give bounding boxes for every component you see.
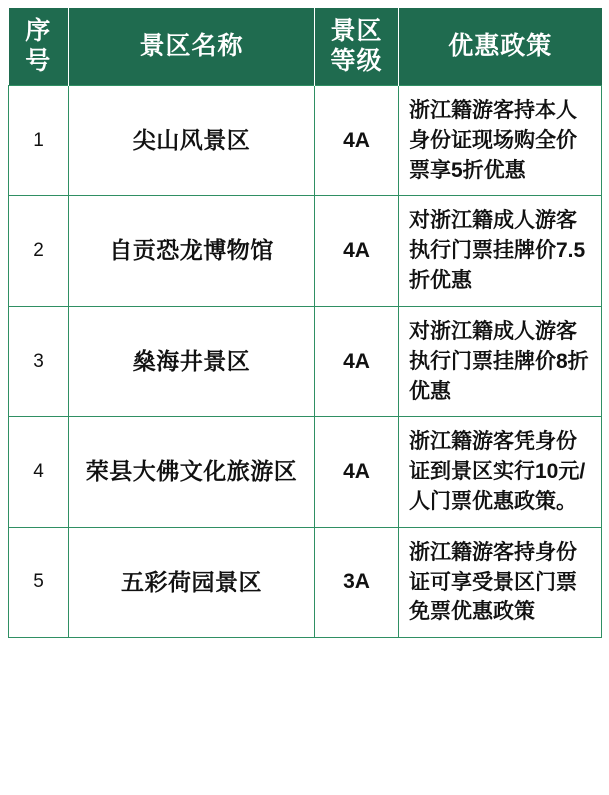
cell-scenic-level: 4A (315, 196, 399, 306)
table-header (9, 8, 602, 86)
cell-scenic-level: 3A (315, 527, 399, 637)
cell-discount-policy: 对浙江籍成人游客执行门票挂牌价8折优惠 (399, 306, 602, 416)
cell-scenic-level: 4A (315, 417, 399, 527)
cell-scenic-name: 燊海井景区 (69, 306, 315, 416)
table-row (9, 417, 602, 527)
column-header-name: 景区名称 (69, 8, 315, 86)
cell-index: 2 (9, 196, 69, 306)
cell-index: 3 (9, 306, 69, 416)
cell-discount-policy: 浙江籍游客持身份证可享受景区门票免票优惠政策 (399, 527, 602, 637)
scenic-discount-policy-table (8, 8, 602, 638)
cell-scenic-name: 自贡恐龙博物馆 (69, 196, 315, 306)
cell-index: 4 (9, 417, 69, 527)
table-header-row (9, 8, 602, 86)
cell-index: 5 (9, 527, 69, 637)
table-row (9, 306, 602, 416)
cell-index: 1 (9, 86, 69, 196)
cell-scenic-level: 4A (315, 86, 399, 196)
cell-scenic-level: 4A (315, 306, 399, 416)
column-header-index: 序号 (9, 8, 69, 86)
table-body (9, 86, 602, 638)
cell-discount-policy: 对浙江籍成人游客执行门票挂牌价7.5折优惠 (399, 196, 602, 306)
cell-scenic-name: 五彩荷园景区 (69, 527, 315, 637)
table-row (9, 86, 602, 196)
cell-scenic-name: 荣县大佛文化旅游区 (69, 417, 315, 527)
cell-discount-policy: 浙江籍游客凭身份证到景区实行10元/人门票优惠政策。 (399, 417, 602, 527)
table-row (9, 196, 602, 306)
column-header-level: 景区等级 (315, 8, 399, 86)
table-row (9, 527, 602, 637)
column-header-policy: 优惠政策 (399, 8, 602, 86)
cell-discount-policy: 浙江籍游客持本人身份证现场购全价票享5折优惠 (399, 86, 602, 196)
cell-scenic-name: 尖山风景区 (69, 86, 315, 196)
document-page (0, 8, 609, 795)
